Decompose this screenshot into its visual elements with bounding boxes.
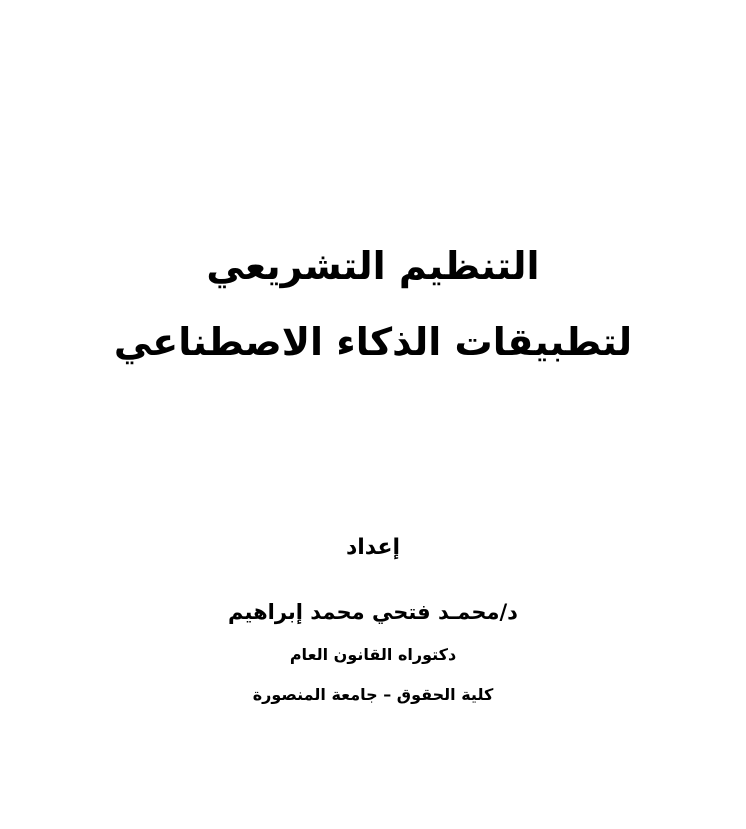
author-name: د/محمـد فتحي محمد إبراهيم — [228, 600, 518, 624]
title-line-1: التنظيم التشريعي — [206, 244, 540, 288]
title-line-2: لتطبيقات الذكاء الاصطناعي — [113, 320, 633, 364]
author-affiliation: كلية الحقوق – جامعة المنصورة — [252, 685, 494, 704]
prepared-by-label: إعداد — [345, 535, 401, 560]
author-degree: دكتوراه القانون العام — [289, 645, 457, 664]
